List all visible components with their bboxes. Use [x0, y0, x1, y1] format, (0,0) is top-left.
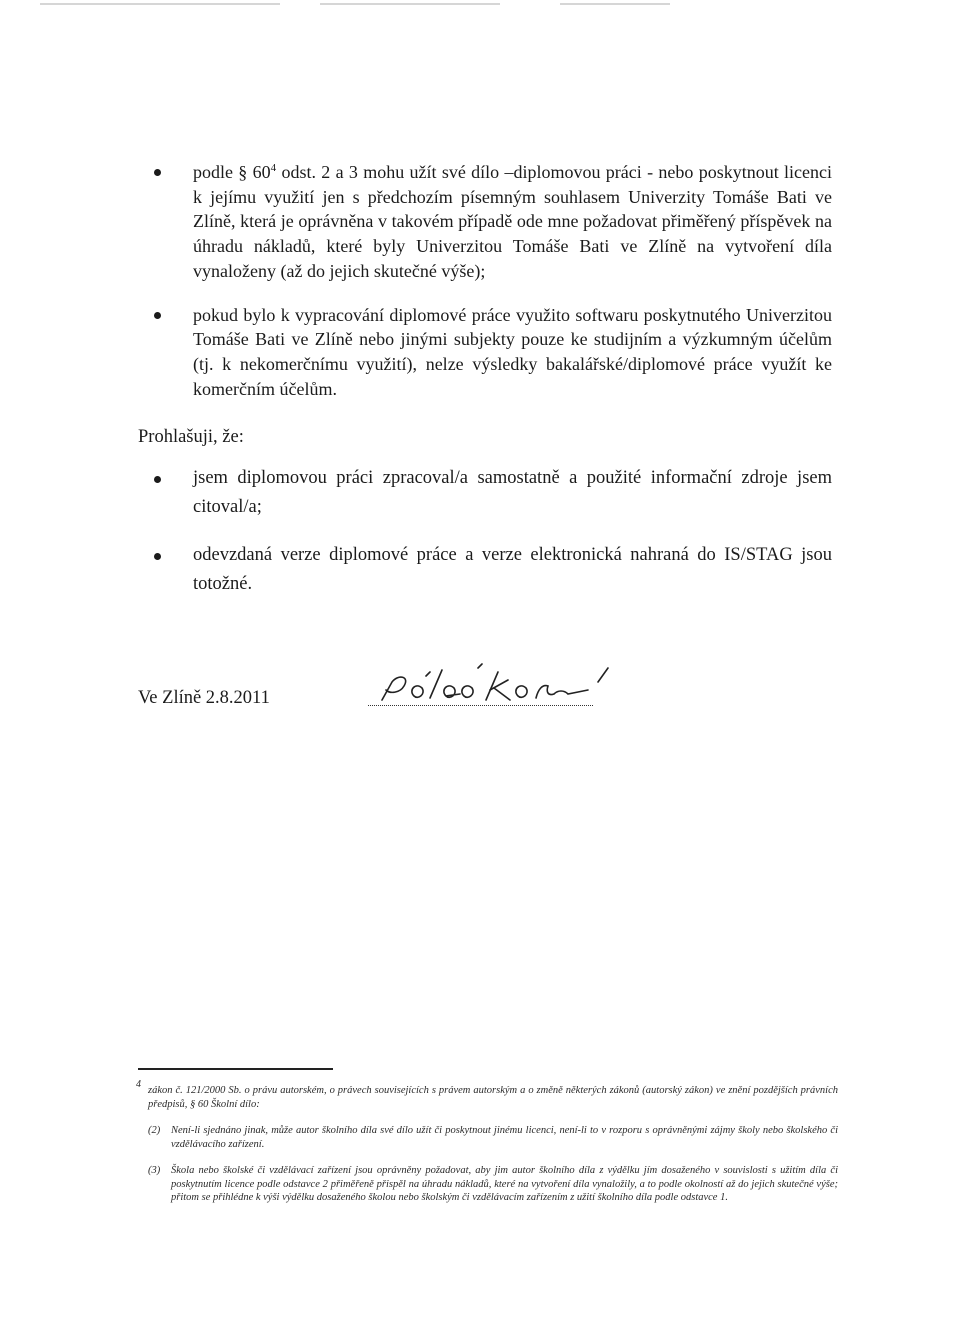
list-item-text: jsem diplomovou práci zpracoval/a samostatně a použité informační zdroje jsem citoval/a; — [193, 468, 832, 517]
list-item-text: odst. 2 a 3 mohu užít své dílo –diplomovou práci - nebo poskytnout licenci k jejímu využití jen s předchozím písemným souhlasem Univerzity Tomáše Bati ve Zlíně, která je oprávněna v takovém případě ode mne požadovat přiměřený příspěvek na úhradu nákladů, které byly Univerzitou Tomáše Bati ve Zlíně na vytvoření díla vynaloženy (až do jejich skutečné výše); — [193, 162, 832, 281]
declaration-list — [140, 464, 832, 599]
list-item-text: odevzdaná verze diplomové práce a verze elektronická nahraná do IS/STAG jsou totožné. — [193, 545, 832, 594]
footnote-item-text: Škola nebo školské či vzdělávací zařízení jsou oprávněny požadovat, aby jim autor školního díla z výdělku jím dosaženého v souvislosti s užitím díla či poskytnutím licence podle odstavce 2 přiměřeně přispěl na úhradu nákladů, které na vytvoření díla vynaložily, a to podle okolností až do jejich skutečné výše; přitom se přihlédne k výši výdělku dosaženého školou nebo školským či vzdělávacím zařízením z užití školního díla podle odstavce 1. — [171, 1165, 838, 1203]
list-item — [140, 160, 832, 284]
footnote-item-text: Není-li sjednáno jinak, může autor školního díla své dílo užít či poskytnout jinému licenci, není-li to v rozporu s oprávněnými zájmy školy nebo školského či vzdělávacího zařízení. — [171, 1125, 838, 1150]
footnote-item-number: (2) — [148, 1125, 161, 1136]
list-item — [140, 541, 832, 599]
license-terms-list — [140, 160, 832, 401]
footnote — [136, 1079, 838, 1205]
handwritten-signature — [368, 660, 618, 710]
footnote-item — [138, 1164, 838, 1205]
list-item — [140, 464, 832, 522]
footnote-intro: zákon č. 121/2000 Sb. o právu autorském, o právech souvisejících s právem autorským a o změně některých zákonů (autorský zákon) ve znění pozdějších právních předpisů, § 60 Školní dílo: — [148, 1085, 838, 1110]
list-item — [140, 303, 832, 402]
place-and-date: Ve Zlíně 2.8.2011 — [138, 688, 270, 708]
list-item-text: podle § 60 — [193, 162, 271, 182]
declaration-heading: Prohlašuji, že: — [138, 427, 244, 447]
footnote-mark: 4 — [136, 1079, 141, 1090]
footnote-item — [138, 1124, 838, 1151]
footnote-separator — [138, 1068, 333, 1070]
footnote-ref: 4 — [270, 162, 277, 174]
scan-edge-line — [40, 3, 280, 5]
footnote-item-number: (3) — [148, 1165, 161, 1176]
scan-edge-line — [560, 3, 670, 5]
scan-edge-line — [320, 3, 500, 5]
list-item-text: pokud bylo k vypracování diplomové práce využito softwaru poskytnutého Univerzitou Tomáše Bati ve Zlíně nebo jinými subjekty pouze ke studijním a výzkumným účelům (tj. k nekomerčnímu využití), nelze výsledky bakalářské/diplomové práce využít ke komerčním účelům. — [193, 304, 832, 399]
